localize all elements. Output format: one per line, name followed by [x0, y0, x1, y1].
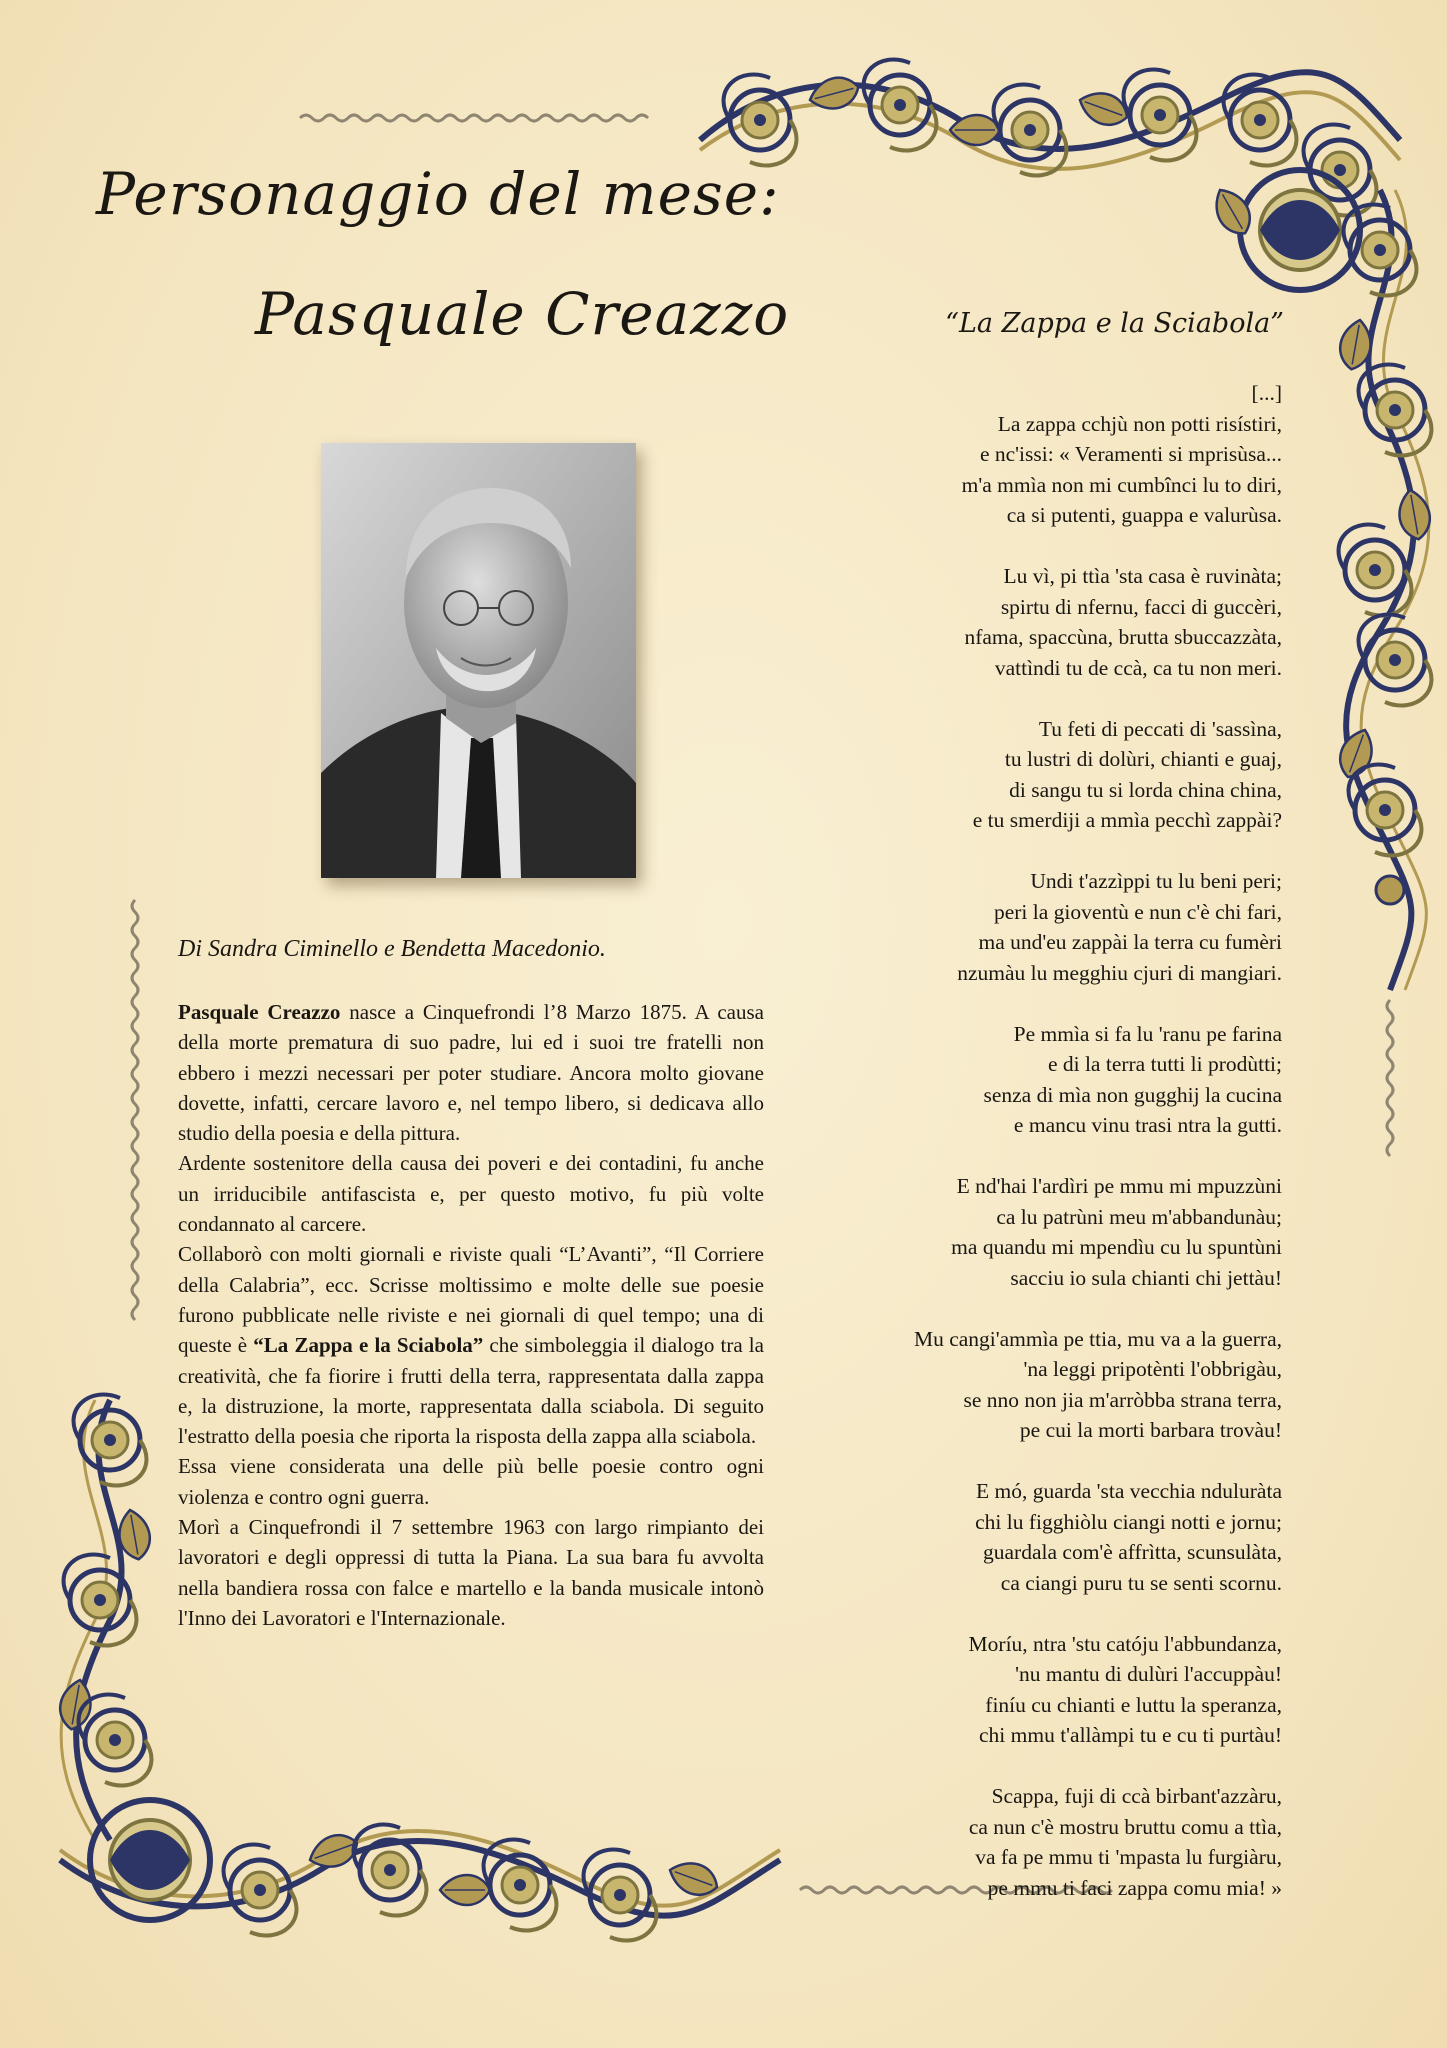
poem-line: nzumàu lu megghiu cjuri di mangiari.	[957, 960, 1282, 985]
poem-stanza	[780, 561, 1282, 683]
bio-paragraph-3: Collaborò con molti giornali e riviste quali “L’Avanti”, “Il Corriere della Calabria”, ecc. Scrisse moltissimo e molte delle sue poesie furono pubblicate nelle riviste e nei giornali di quel tempo; una di queste è “La Zappa e la Sciabola” che simboleggia il dialogo tra la creatività, che fa fiorire i frutti della terra, rappresentata dalla zappa e, la distruzione, la morte, rappresentata dalla sciabola. Di seguito l'estratto della poesia che riporta la risposta della zappa alla sciabola.	[178, 1242, 764, 1449]
poem-line: chi lu figghiòlu ciangi notti e jornu;	[975, 1509, 1282, 1534]
poem-stanza	[780, 1019, 1282, 1141]
poem-stanza	[780, 378, 1282, 531]
poem-stanza	[780, 1324, 1282, 1446]
poem-line: Mu cangi'ammìa pe ttia, mu va a la guerra,	[913, 1326, 1282, 1351]
poem-stanza	[780, 1476, 1282, 1598]
bio-poem-title: “La Zappa e la Sciabola”	[253, 1333, 484, 1358]
poem-line: Pe mmìa si fa lu 'ranu pe farina	[1013, 1021, 1282, 1046]
biography-text	[178, 997, 764, 1633]
poem-line: ca lu patrùni meu m'abbandunàu;	[996, 1204, 1282, 1229]
poem-line: nfama, spaccùna, brutta sbuccazzàta,	[964, 625, 1282, 649]
poem-line: di sangu tu si lorda china china,	[1009, 777, 1282, 802]
poem-stanza	[780, 1171, 1282, 1293]
poem-line: chi mmu t'allàmpi tu e cu ti purtàu!	[978, 1723, 1282, 1747]
portrait-photo	[321, 443, 636, 878]
poem-line: peri la gioventù e nun c'è chi fari,	[993, 899, 1282, 924]
poem-line: va fa pe mmu ti 'mpasta lu furgiàru,	[975, 1845, 1282, 1869]
bio-paragraph-1: Pasquale Creazzo nasce a Cinquefrondi l’8 Marzo 1875. A causa della morte prematura di suo padre, lui ed i suoi tre fratelli non ebbero i mezzi necessari per poter studiare. Ancora molto giovane dovette, infatti, cercare lavoro e, nel tempo libero, si dedicava allo studio della poesia e della pittura.	[178, 1000, 764, 1146]
poem-line: e di la terra tutti li prodùtti;	[1047, 1052, 1282, 1076]
poem-line: Undi t'azzìppi tu lu beni peri;	[1030, 869, 1282, 893]
poem-stanza	[780, 1781, 1282, 1903]
poem-line: pe mmu ti faci zappa comu mia! »	[987, 1875, 1282, 1900]
poem-line: e tu smerdiji a mmìa pecchì zappài?	[972, 808, 1282, 832]
poem-line: ma und'eu zappài la terra cu fumèri	[978, 930, 1282, 954]
poem-stanza	[780, 714, 1282, 836]
poem-line: Lu vì, pi ttìa 'sta casa è ruvinàta;	[1003, 564, 1282, 588]
poem-line: guardala com'è affrìtta, scunsulàta,	[983, 1540, 1282, 1564]
poem-line: vattìndi tu de ccà, ca tu non meri.	[994, 655, 1282, 680]
poem-line: ma quandu mi mpendìu cu lu spuntùni	[951, 1235, 1282, 1259]
poem-line: e mancu vinu trasi ntra la gutti.	[1013, 1113, 1282, 1137]
poem-line: ca si putenti, guappa e valurùsa.	[1006, 503, 1282, 527]
poem-line: m'a mmìa non mi cumbînci lu to diri,	[961, 472, 1282, 497]
poem-line: finíu cu chianti e luttu la speranza,	[985, 1692, 1282, 1717]
poem-line: Scappa, fuji di ccà birbant'azzàru,	[991, 1784, 1282, 1808]
poem-line: La zappa cchjù non potti risístiri,	[997, 411, 1282, 436]
poem-line: 'nu mantu di dulùri l'accuppàu!	[1015, 1662, 1282, 1686]
poem-line: senza di mìa non gugghij la cucina	[983, 1082, 1282, 1107]
poem-line: [...]	[1251, 381, 1282, 405]
poem-line: pe cui la morti barbara trovàu!	[1019, 1418, 1282, 1442]
poem-line: E nd'hai l'ardìri pe mmu mi mpuzzùni	[956, 1174, 1282, 1198]
poem-line: se nno non jia m'arròbba strana terra,	[963, 1387, 1282, 1412]
bio-paragraph-5: Morì a Cinquefrondi il 7 settembre 1963 con largo rimpianto dei lavoratori e degli oppressi di tutta la Piana. La sua bara fu avvolta nella bandiera rossa con falce e martello e la banda musicale intonò l'Inno dei Lavoratori e l'Internazionale.	[178, 1515, 764, 1630]
poem-line: E mó, guarda 'sta vecchia nduluràta	[976, 1479, 1282, 1503]
poem-line: 'na leggi pripotènti l'obbrigàu,	[1023, 1357, 1282, 1381]
poem-title: “La Zappa e la Sciabola”	[945, 308, 1284, 339]
page-title-line-2: Pasquale Creazzo	[255, 280, 790, 348]
bio-name: Pasquale Creazzo	[178, 1000, 341, 1024]
page-title-line-1: Personaggio del mese:	[96, 160, 780, 228]
poem-line: Tu feti di peccati di 'sassìna,	[1038, 716, 1282, 741]
poem-text	[780, 378, 1282, 1934]
byline: Di Sandra Ciminello e Bendetta Macedonio.	[178, 936, 606, 962]
poem-line: e nc'issi: « Veramenti si mprisùsa...	[979, 442, 1282, 466]
bio-paragraph-2: Ardente sostenitore della causa dei poveri e dei contadini, fu anche un irriducibile antifascista e, per questo motivo, fu più volte condannato al carcere.	[178, 1151, 764, 1237]
poem-line: ca ciangi puru tu se senti scornu.	[1000, 1570, 1282, 1595]
poem-line: spirtu di nfernu, facci di guccèri,	[1000, 594, 1282, 619]
poem-line: ca nun c'è mostru bruttu comu a ttìa,	[968, 1814, 1282, 1839]
poem-line: Moríu, ntra 'stu catóju l'abbundanza,	[968, 1631, 1282, 1656]
poem-stanza	[780, 1629, 1282, 1751]
poem-line: tu lustri di dolùri, chianti e guaj,	[1004, 747, 1282, 771]
poem-line: sacciu io sula chianti chi jettàu!	[1010, 1265, 1282, 1290]
bio-paragraph-4: Essa viene considerata una delle più belle poesie contro ogni violenza e contro ogni guerra.	[178, 1454, 764, 1509]
poem-stanza	[780, 866, 1282, 988]
